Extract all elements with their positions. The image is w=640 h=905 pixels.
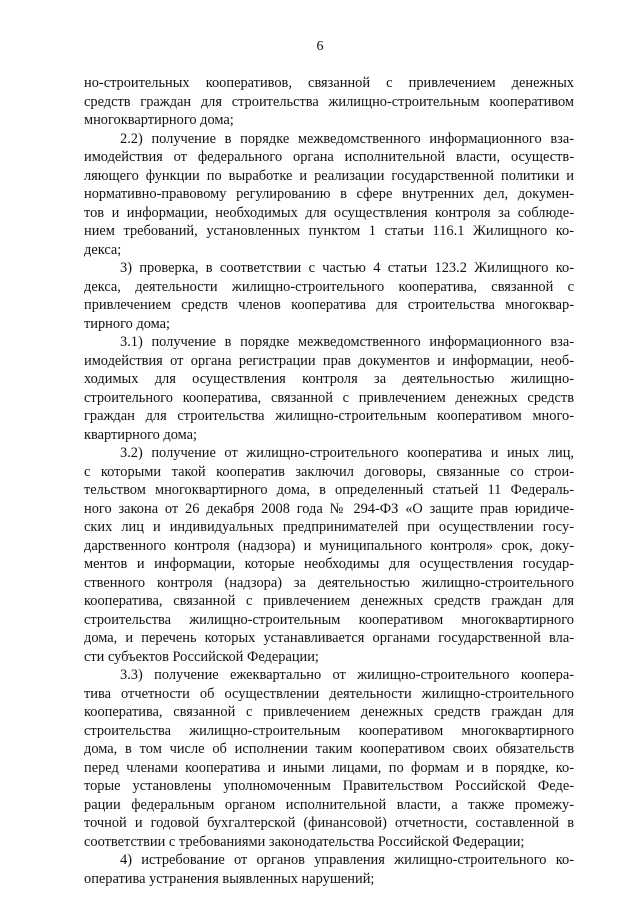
text-line: нормативно-правовому регулированию в сфере внутренних дел, докумен- — [84, 186, 574, 202]
text-line: строительства жилищно-строительным кооперативом многоквартирного — [84, 722, 574, 739]
text-line: ходимых для осуществления контроля за деятельностью жилищно- — [84, 371, 574, 387]
text-line: строительного кооператива, связанной с привлечением денежных средств — [84, 389, 574, 406]
text-line: 4) истребование от органов управления жилищно-строительного ко- — [120, 852, 574, 868]
paragraph-p3_3 — [84, 666, 574, 851]
text-line: сти субъектов Российской Федерации; — [84, 648, 319, 665]
text-line: с которыми такой кооператив заключил договоры, связанные со строи- — [84, 463, 574, 480]
text-line: ских лиц и индивидуальных предпринимателей при осуществлении госу- — [84, 519, 574, 535]
text-line: 3.2) получение от жилищно-строительного кооператива и иных лиц, — [120, 445, 574, 461]
text-line: имодействия от органа регистрации прав документов и информации, необ- — [84, 352, 574, 369]
text-line: но-строительных кооперативов, связанной с привлечением денежных — [84, 75, 574, 91]
paragraph-p4 — [84, 851, 574, 888]
text-line: 3.3) получение ежеквартально от жилищно-строительного коопера- — [120, 667, 574, 683]
paragraph-p0 — [84, 74, 574, 130]
text-line: декса; — [84, 241, 122, 258]
paragraph-p3_2 — [84, 444, 574, 666]
text-line: 2.2) получение в порядке межведомственного информационного вза- — [120, 130, 574, 147]
text-line: граждан для строительства жилищно-строительным кооперативом много- — [84, 408, 574, 424]
text-line: оператива устранения выявленных нарушений; — [84, 870, 375, 887]
text-line: кооператива, связанной с привлечением денежных средств граждан для — [84, 704, 574, 720]
text-line: ственного контроля (надзора) за деятельностью жилищно-строительного — [84, 574, 574, 591]
paragraph-p3_1 — [84, 333, 574, 444]
text-line: тельством многоквартирного дома, в определенный статьей 11 Федераль- — [84, 482, 574, 498]
text-line: 3) проверка, в соответствии с частью 4 статьи 123.2 Жилищного ко- — [120, 260, 574, 276]
text-line: строительства жилищно-строительным кооперативом многоквартирного — [84, 611, 574, 628]
text-line: многоквартирного дома; — [84, 112, 234, 128]
text-line: точной и годовой бухгалтерской (финансовой) отчетности, составленной в — [84, 815, 574, 831]
text-line: 3.1) получение в порядке межведомственного информационного вза- — [120, 334, 574, 350]
text-line: привлечением средств членов кооператива для строительства многоквар- — [84, 297, 574, 313]
text-line: средств граждан для строительства жилищно-строительным кооперативом — [84, 93, 574, 110]
text-line: дома, в том числе об исполнении таким кооперативом своих обязательств — [84, 741, 574, 757]
text-line: нием требований, установленных пунктом 1 статьи 116.1 Жилищного ко- — [84, 223, 574, 239]
text-line: дома, и перечень которых устанавливается органами государственной вла- — [84, 630, 574, 646]
text-line: дарственного контроля (надзора) и муниципального контроля» срок, доку- — [84, 537, 574, 554]
text-line: тива отчетности об осуществлении деятельности жилищно-строительного — [84, 685, 574, 702]
text-line: тов и информации, необходимых для осуществления контроля за соблюде- — [84, 204, 574, 221]
text-line: декса, деятельности жилищно-строительного кооператива, связанной с — [84, 278, 574, 295]
text-line: рации федеральным органом исполнительной власти, а также промежу- — [84, 796, 574, 813]
text-line: квартирного дома; — [84, 426, 198, 443]
paragraph-p2_2 — [84, 130, 574, 260]
text-line: имодействия от федерального органа исполнительной власти, осуществ- — [84, 149, 574, 165]
document-body — [84, 74, 574, 888]
text-line: ментов и информации, которые необходимы для осуществления государ- — [84, 556, 574, 572]
text-line: ляющего функции по выработке и реализации государственной политики и — [84, 167, 574, 184]
text-line: кооператива, связанной с привлечением денежных средств граждан для — [84, 593, 574, 609]
page-number: 6 — [316, 39, 324, 54]
paragraph-p3 — [84, 259, 574, 333]
text-line: ного закона от 26 декабря 2008 года № 294-ФЗ «О защите прав юридиче- — [84, 500, 574, 517]
text-line: тирного дома; — [84, 315, 171, 332]
text-line: соответствии с требованиями законодательства Российской Федерации; — [84, 833, 525, 850]
text-line: торые установлены уполномоченным Правительством Российской Феде- — [84, 778, 574, 794]
text-line: перед членами кооператива и иными лицами, по формам и в порядке, ко- — [84, 759, 574, 776]
